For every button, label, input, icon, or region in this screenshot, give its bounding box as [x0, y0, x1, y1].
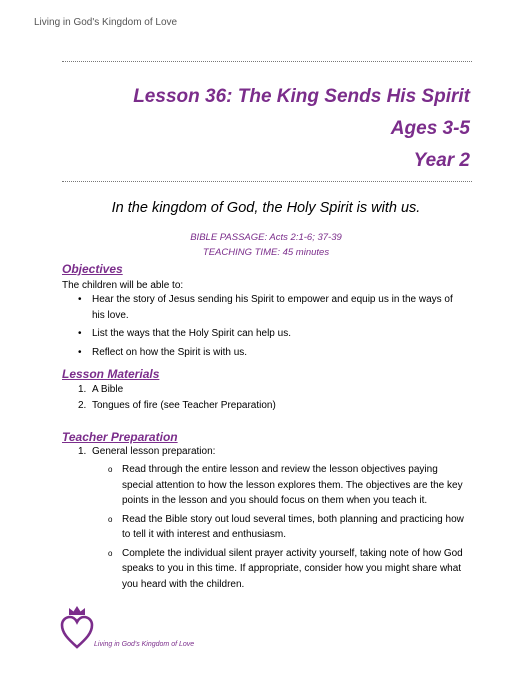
material-text: Tongues of fire (see Teacher Preparation)	[92, 399, 276, 411]
objective-text: Hear the story of Jesus sending his Spirit to empower and equip us in the ways of his love.	[92, 294, 453, 321]
sub-item-text: Read the Bible story out loud several times, both planning and practicing how to tell it with interest and enthusiasm.	[122, 513, 464, 540]
objectives-list	[78, 292, 468, 363]
bullet-icon: •	[78, 328, 82, 339]
objective-text: List the ways that the Holy Spirit can help us.	[92, 328, 291, 339]
preparation-text: General lesson preparation:	[92, 446, 216, 457]
ages-label: Ages 3-5	[390, 118, 470, 139]
list-item	[108, 512, 470, 543]
circle-bullet-icon: o	[108, 465, 113, 474]
materials-heading: Lesson Materials	[62, 367, 160, 381]
year-label: Year 2	[413, 150, 470, 171]
sub-item-text: Read through the entire lesson and review the lesson objectives paying special attention to how the lesson explores them. The objectives are the key points in the lesson and you should focus on them when you teach it.	[122, 464, 463, 506]
list-item	[78, 292, 468, 323]
list-item: 1. A Bible	[78, 384, 124, 395]
list-item: 2. Tongues of fire (see Teacher Preparation)	[78, 399, 276, 411]
materials-list	[78, 382, 468, 413]
bullet-icon: •	[78, 346, 82, 358]
divider-bottom	[62, 181, 472, 182]
bullet-icon: •	[78, 294, 82, 305]
circle-bullet-icon: o	[108, 514, 113, 524]
objectives-intro: The children will be able to:	[62, 280, 184, 291]
bible-passage: BIBLE PASSAGE: Acts 2:1-6; 37-39	[190, 232, 342, 243]
running-header: Living in God's Kingdom of Love	[34, 17, 178, 28]
circle-bullet-icon: o	[108, 548, 113, 558]
footer-text: Living in God's Kingdom of Love	[94, 641, 195, 648]
teaching-time: TEACHING TIME: 45 minutes	[202, 247, 330, 258]
preparation-heading: Teacher Preparation	[62, 430, 178, 444]
divider-top	[62, 61, 472, 62]
lesson-title: Lesson 36: The King Sends His Spirit	[133, 86, 470, 107]
list-item	[108, 462, 470, 509]
crown-heart-icon	[60, 603, 94, 651]
material-text: A Bible	[92, 384, 124, 395]
list-item	[78, 345, 468, 361]
objectives-heading: Objectives	[62, 262, 123, 276]
sub-item-text: Complete the individual silent prayer activity yourself, taking note of how God speaks to you in this time. If appropriate, consider how you might share what you heard with the children.	[122, 547, 463, 590]
objective-text: Reflect on how the Spirit is with us.	[92, 346, 248, 358]
preparation-list	[78, 444, 468, 460]
lesson-theme: In the kingdom of God, the Holy Spirit is with us.	[111, 200, 421, 216]
list-item: 1. General lesson preparation:	[78, 446, 216, 457]
list-item	[108, 546, 470, 593]
preparation-sub-list	[108, 462, 470, 595]
list-item	[78, 326, 468, 342]
